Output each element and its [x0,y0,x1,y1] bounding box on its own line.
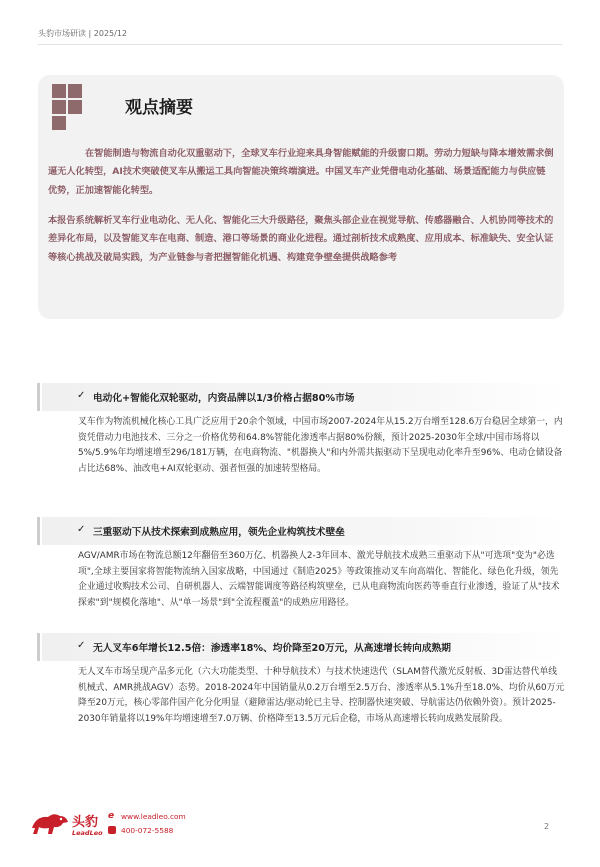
check-icon: ✓ [77,390,86,401]
leopard-logo-icon [30,808,70,838]
phone-icon [108,826,116,834]
phone-number: 400-072-5588 [121,826,174,835]
header-divider [38,44,562,45]
check-icon: ✓ [77,640,86,651]
section-title: 三重驱动下从技术探索到成熟应用，领先企业构筑技术壁垒 [93,527,345,538]
summary-paragraph: 本报告系统解析叉车行业电动化、无人化、智能化三大升级路径，聚焦头部企业在视觉导航、传感器融合、人机协同等技术的差异化布局，以及智能叉车在电商、制造、港口等场景的商业化进程。通过剖析技术成熟度、应用成本、标准缺失、安全认证等核心挑战及破局实践，为产业链参与者把握智能化机遇、构建竞争壁垒提供战略参考 [48,215,554,263]
decor-square [52,100,66,114]
web-icon: e [108,811,115,821]
section-title: 电动化+智能化双轮驱动，内资品牌以1/3价格占据80%市场 [93,393,355,404]
section-body: 叉车作为物流机械化核心工具广泛应用于20余个领域，中国市场2007-2024年从15.2万台增至128.6万台稳居全球第一，内资凭借动力电池技术、三分之一价格优势和64.8%智能化渗透率占据80%份额，预计2025-2030年全球/中国市场将以5%/5.9%年均增速增至296/181万辆，在电商物流、"机器换人"和内外需共振驱动下呈现电动化率升至96%、电动仓储设备占比达68%、油改电+AI双轮驱动、强者恒强的加速转型格局。 [78,417,563,474]
website-link[interactable]: www.leadleo.com [121,812,186,821]
logo-text: 头豹 [72,815,99,830]
section-bar [37,517,40,545]
summary-paragraph: 在智能制造与物流自动化双重驱动下，全球叉车行业迎来具身智能赋能的升级窗口期。劳动力短缺与降本增效需求倒逼无人化转型，AI技术突破使叉车从搬运工具向智能决策终端演进。中国叉车产业凭借电动化基础、场景适配能力与供应链优势，正加速智能化转型。 [48,148,554,196]
page-number: 2 [544,822,550,831]
section-bar [37,633,40,661]
summary-box [38,75,564,319]
section-bar [37,383,40,411]
logo-subtext: LeadLeo [72,829,103,837]
header-text: 头豹市场研读 | 2025/12 [38,29,128,38]
decor-square [68,84,82,98]
section-body: AGV/AMR市场在物流总额12年翻倍至360万亿、机器换人2-3年回本、激光导航技术成熟三重驱动下从"可选项"变为"必选项",全球主要国家将智能物流纳入国家战略，中国通过《制造2025》等政策推动叉车向高端化、智能化、绿色化升级，领先企业通过收购技术公司、自研机器人、云端智能调度等路径构筑壁垒，已从电商物流向医药等垂直行业渗透，验证了从"技术探索"到"规模化落地"、从"单一场景"到"全流程覆盖"的成熟应用路径。 [78,551,560,608]
decor-square [68,100,82,114]
summary-title: 观点摘要 [125,98,193,118]
decor-square [52,116,66,130]
decor-square [52,84,66,98]
section-title: 无人叉车6年增长12.5倍：渗透率18%、均价降至20万元，从高速增长转向成熟期 [93,643,451,654]
check-icon: ✓ [77,524,86,535]
section-body: 无人叉车市场呈现产品多元化（六大功能类型、十种导航技术）与技术快速迭代（SLAM替代激光反射板、3D雷达替代单线机械式、AMR挑战AGV）态势。2018-2024年中国销量从0.2万台增至2.5万台、渗透率从5.1%升至18.0%、均价从60万元降至20万元，核心零部件国产化分化明显（避障雷达/驱动轮已主导、控制器快速突破、导航雷达仍依赖外资）。预计2025-2030年销量将以19%年均增速增至7.0万辆、价格降至13.5万元后企稳，市场从高速增长转向成熟发展阶段。 [78,667,565,724]
